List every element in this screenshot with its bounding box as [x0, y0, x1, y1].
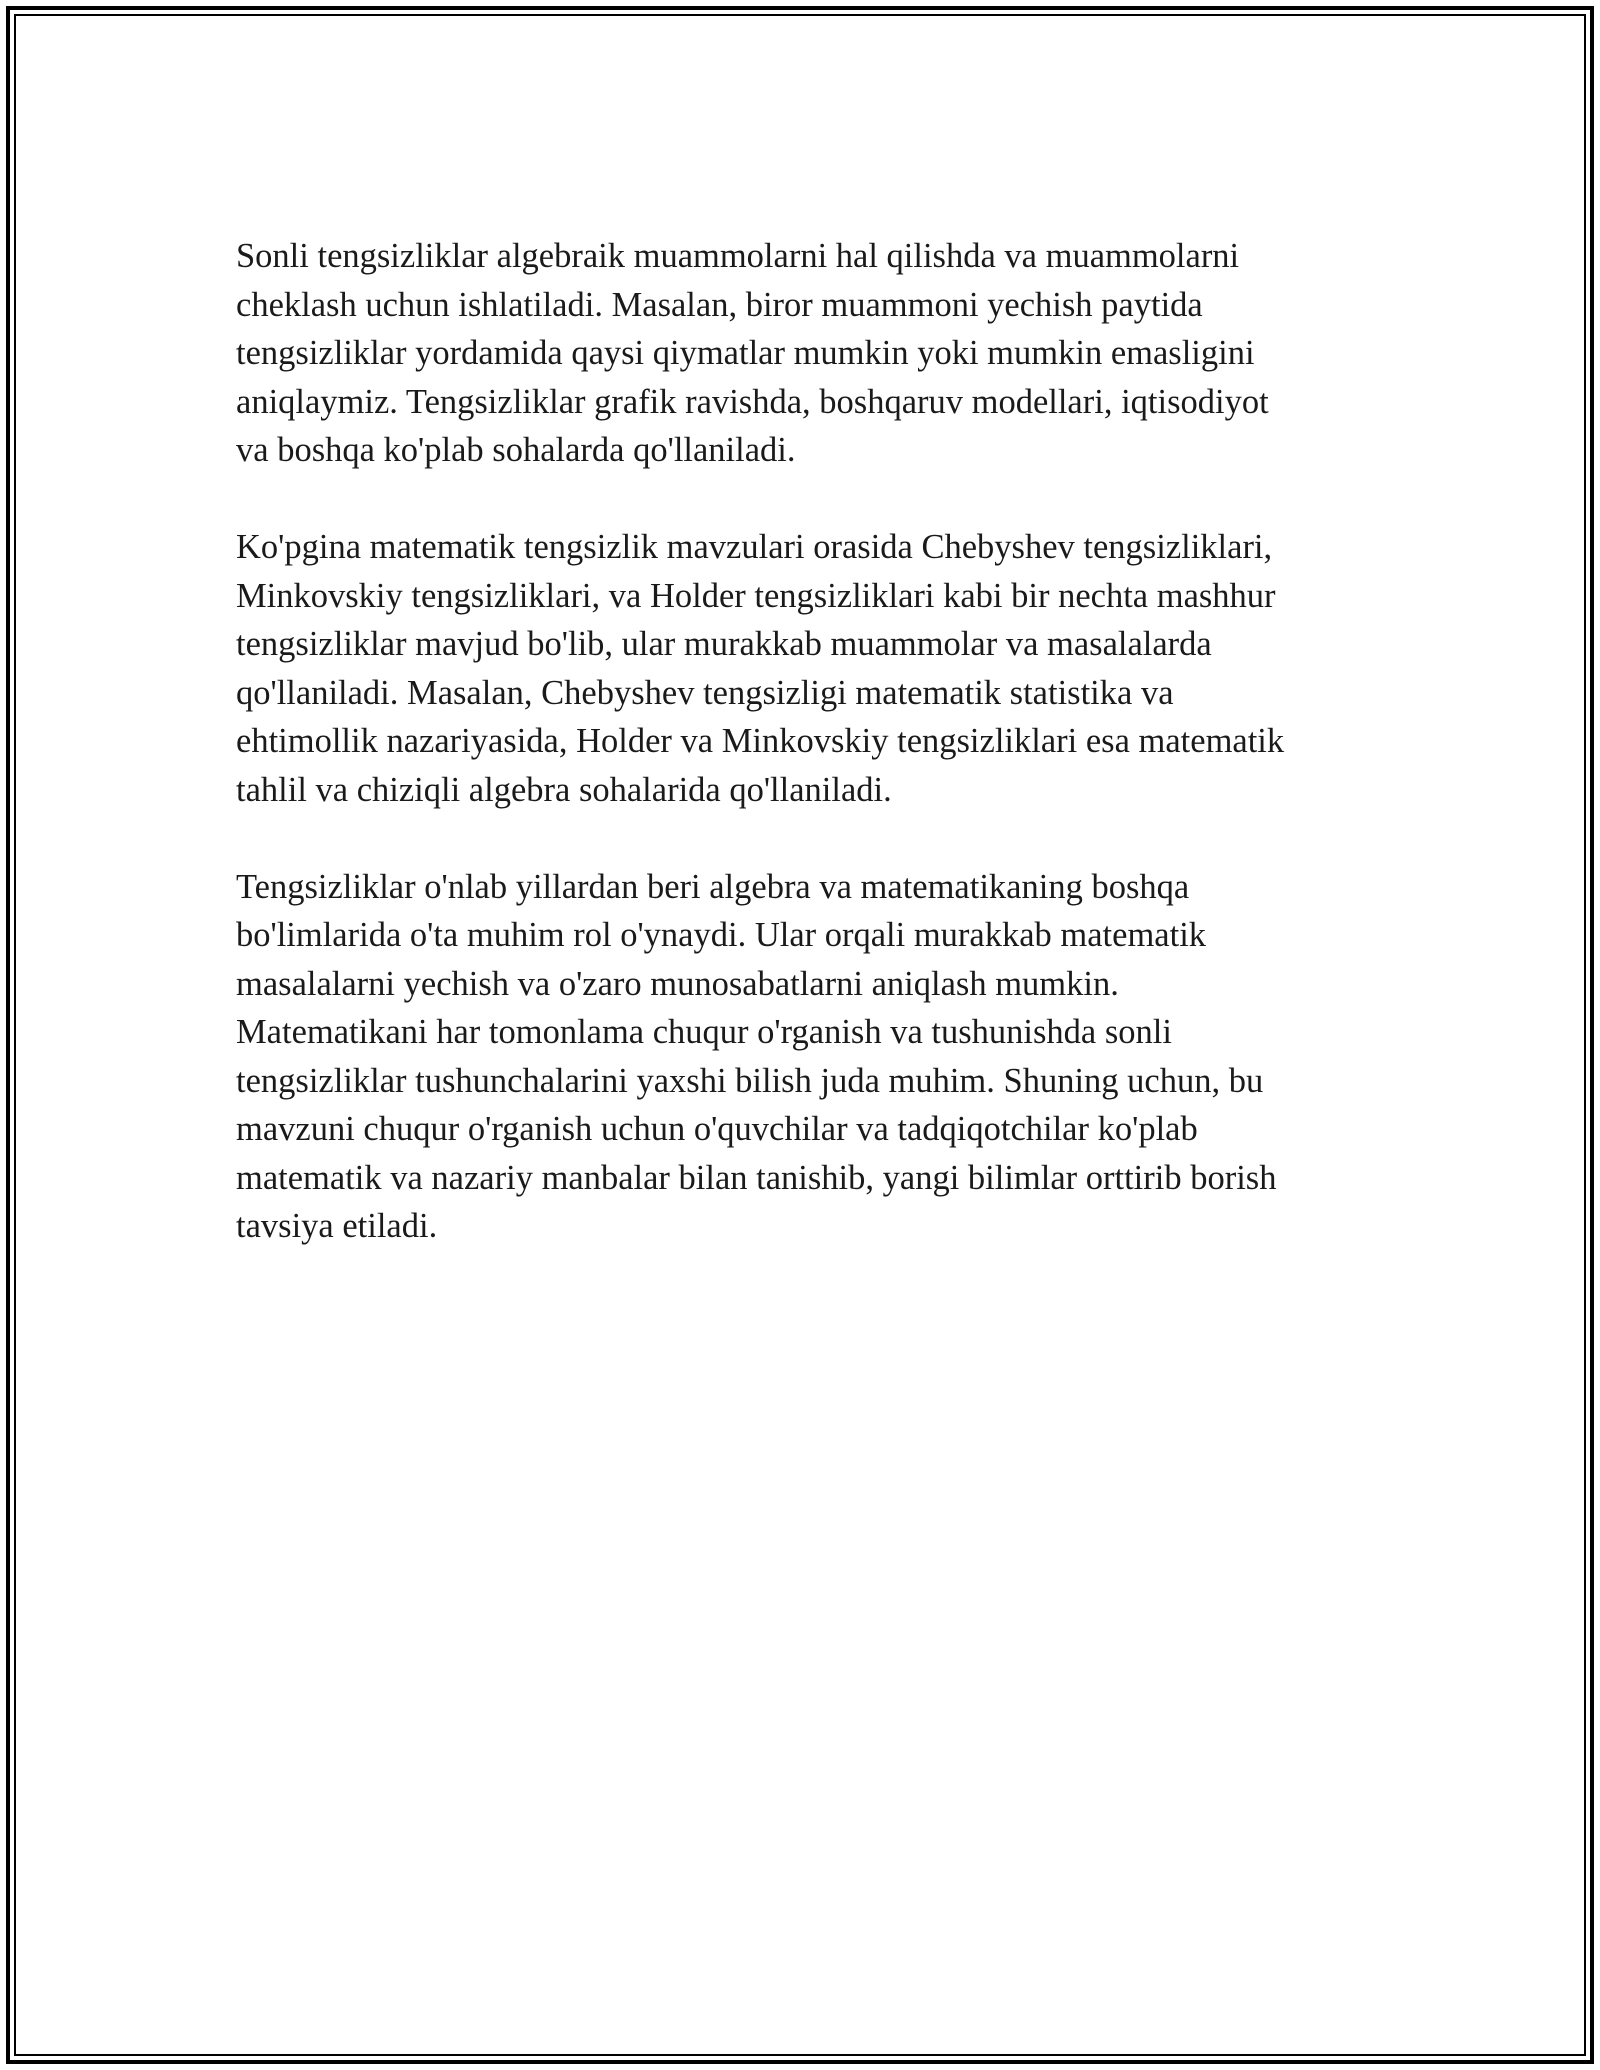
document-body [236, 232, 1356, 1299]
paragraph-3: Tengsizliklar o'nlab yillardan beri algebra va matematikaning boshqa bo'limlarida o'ta muhim rol o'ynaydi. Ular orqali murakkab matematik masalalarni yechish va o'zaro munosabatlarni aniqlash mumkin. Matematikani har tomonlama chuqur o'rganish va tushunishda sonli tengsizliklar tushunchalarini yaxshi bilish juda muhim. Shuning uchun, bu mavzuni chuqur o'rganish uchun o'quvchilar va tadqiqotchilar ko'plab matematik va nazariy manbalar bilan tanishib, yangi bilimlar orttirib borish tavsiya etiladi. [236, 867, 1277, 1245]
paragraph-1: Sonli tengsizliklar algebraik muammolarni hal qilishda va muammolarni cheklash uchun ishlatiladi. Masalan, biror muammoni yechish paytida tengsizliklar yordamida qaysi qiymatlar mumkin yoki mumkin emasligini aniqlaymiz. Tengsizliklar grafik ravishda, boshqaruv modellari, iqtisodiyot va boshqa ko'plab sohalarda qo'llaniladi. [236, 237, 1269, 469]
paragraph-2: Ko'pgina matematik tengsizlik mavzulari orasida Chebyshev tengsizliklari, Minkovskiy tengsizliklari, va Holder tengsizliklari kabi bir nechta mashhur tengsizliklar mavjud bo'lib, ular murakkab muammolar va masalalarda qo'llaniladi. Masalan, Chebyshev tengsizligi matematik statistika va ehtimollik nazariyasida, Holder va Minkovskiy tengsizliklari esa matematik tahlil va chiziqli algebra sohalarida qo'llaniladi. [236, 528, 1285, 809]
